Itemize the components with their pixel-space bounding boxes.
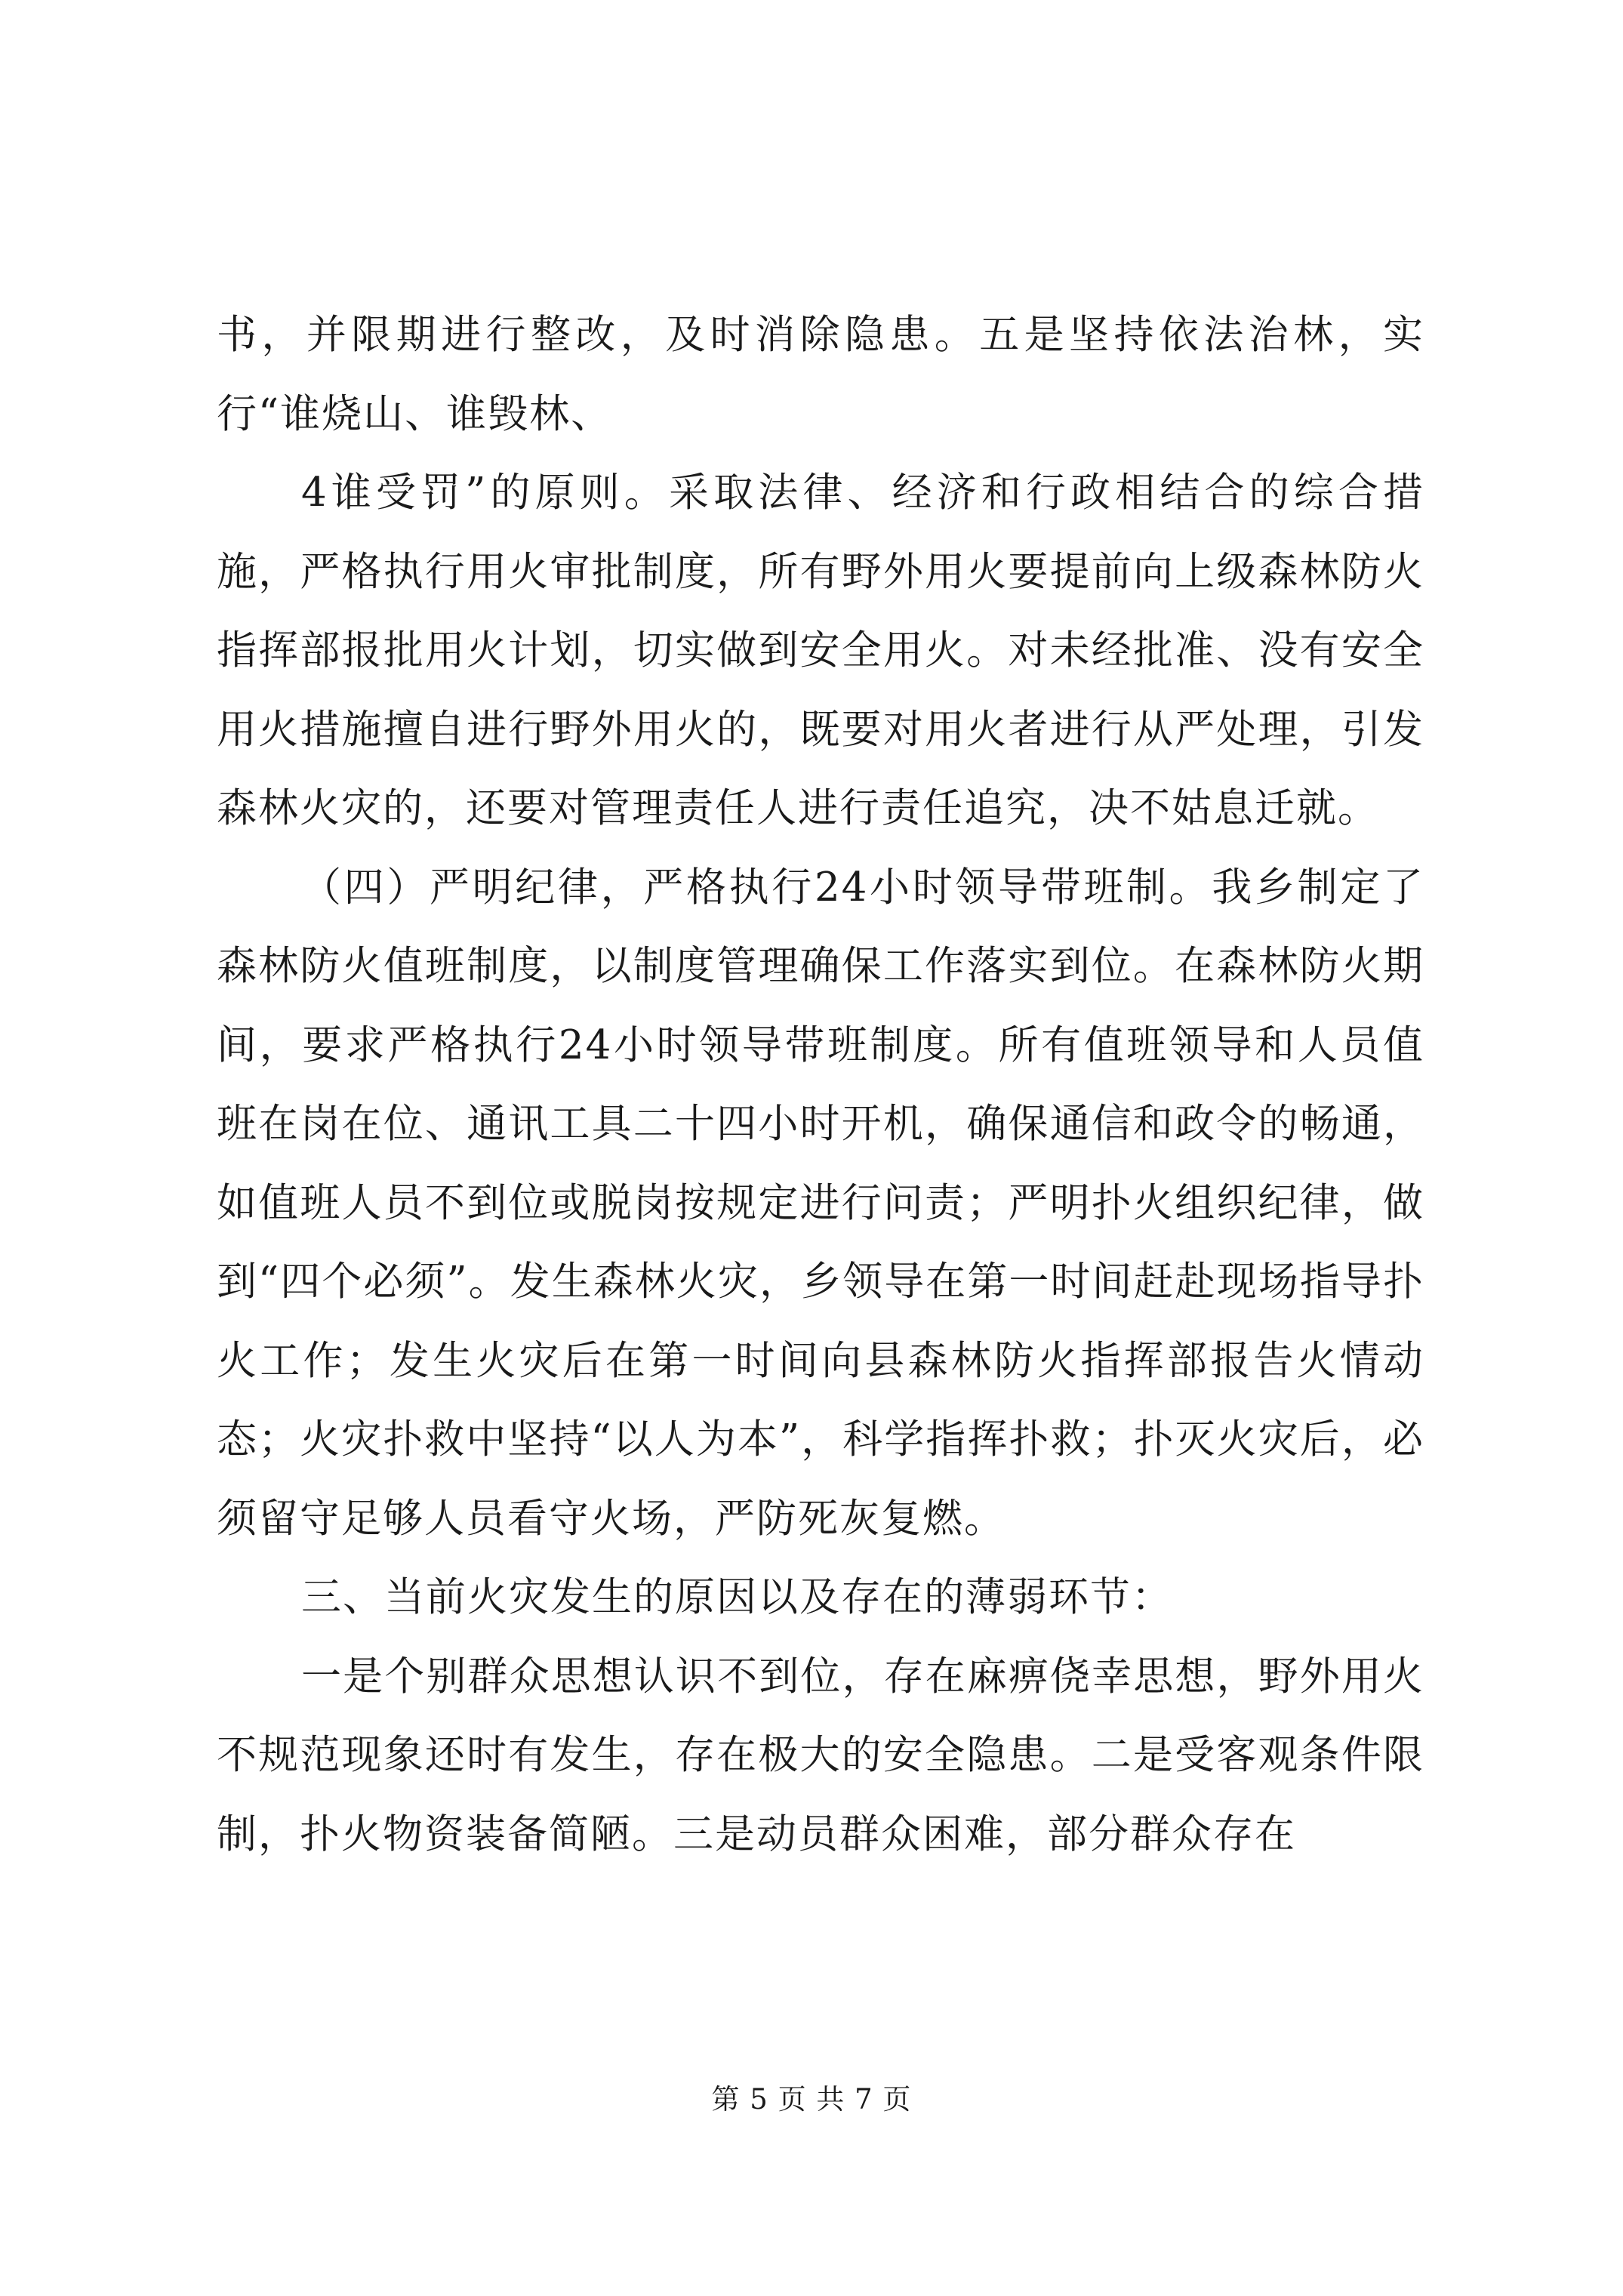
page-number-footer: 第 5 页 共 7 页 [711,2083,912,2116]
section-heading-causes: 三、当前火灾发生的原因以及存在的薄弱环节： [301,1574,1173,1620]
paragraph-causes: 一是个别群众思想认识不到位，存在麻痹侥幸思想，野外用火不规范现象还时有发生，存在极大的安全隐患。二是受客观条件限制，扑火物资装备简陋。三是动员群众困难，部分群众存在 [217,1653,1424,1857]
paragraph-continuation: 书，并限期进行整改，及时消除隐患。五是坚持依法治林，实行“谁烧山、谁毁林、 [217,312,1424,437]
document-body [217,296,1424,1874]
paragraph-fire-penalty-principle: 4谁受罚”的原则。采取法律、经济和行政相结合的综合措施，严格执行用火审批制度，所有野外用火要提前向上级森林防火指挥部报批用火计划，切实做到安全用火。对未经批准、没有安全用火措施擅自进行野外用火的，既要对用火者进行从严处理，引发森林火灾的，还要对管理责任人进行责任追究，决不姑息迁就。 [217,470,1424,831]
paragraph-discipline-duty: （四）严明纪律，严格执行24小时领导带班制。我乡制定了森林防火值班制度，以制度管理确保工作落实到位。在森林防火期间，要求严格执行24小时领导带班制度。所有值班领导和人员值班在岗在位、通讯工具二十四小时开机，确保通信和政令的畅通，如值班人员不到位或脱岗按规定进行问责；严明扑火组织纪律，做到“四个必须”。发生森林火灾，乡领导在第一时间赶赴现场指导扑火工作；发生火灾后在第一时间向县森林防火指挥部报告火情动态；火灾扑救中坚持“以人为本”，科学指挥扑救；扑灭火灾后，必须留守足够人员看守火场，严防死灰复燃。 [217,864,1424,1542]
